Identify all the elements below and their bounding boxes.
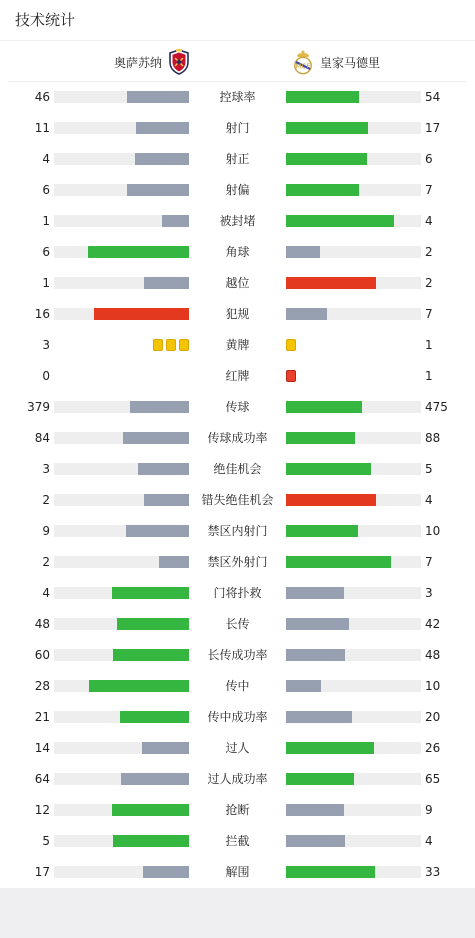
away-stat-bar (286, 463, 421, 475)
stat-row (0, 640, 475, 671)
away-stat-value: 1 (425, 369, 433, 383)
away-stat-bar-fill (286, 773, 354, 785)
away-stat-bar (286, 122, 421, 134)
stat-label: 射门 (225, 121, 250, 135)
yellow-card-icon (153, 339, 163, 351)
stat-label: 传中成功率 (207, 710, 268, 724)
away-stat-value: 2 (425, 276, 433, 290)
away-team-header[interactable] (292, 48, 380, 76)
away-stat-value: 88 (425, 431, 441, 445)
home-stat-bar-fill (127, 184, 189, 196)
real-madrid-crest-icon (292, 49, 314, 75)
away-stat-bar (286, 742, 421, 754)
home-stat-bar-fill (127, 91, 189, 103)
away-stat-value: 10 (425, 679, 441, 693)
away-stat-bar-fill (286, 122, 368, 134)
stat-row (0, 113, 475, 144)
stat-label: 射偏 (225, 183, 250, 197)
home-stat-bar (54, 153, 189, 165)
away-team-name: 皇家马德里 (320, 55, 381, 70)
stat-row (0, 206, 475, 237)
home-stat-bar-fill (142, 742, 189, 754)
away-stat-value: 20 (425, 710, 441, 724)
home-stat-value: 16 (34, 307, 50, 321)
stat-label: 传球成功率 (207, 431, 268, 445)
home-team-header[interactable] (114, 48, 190, 76)
stat-label: 解围 (225, 865, 250, 879)
away-stat-bar-fill (286, 184, 359, 196)
home-stat-value: 2 (42, 555, 50, 569)
away-stat-value: 6 (425, 152, 433, 166)
away-stat-value: 7 (425, 307, 433, 321)
away-stat-bar (286, 587, 421, 599)
stat-row (0, 175, 475, 206)
stat-row (0, 857, 475, 888)
away-stat-bar (286, 680, 421, 692)
away-stat-bar-fill (286, 91, 359, 103)
stat-label: 门将扑救 (213, 586, 262, 600)
home-stat-value: 5 (42, 834, 50, 848)
away-stat-bar (286, 308, 421, 320)
home-stat-bar (54, 184, 189, 196)
yellow-card-icon (166, 339, 176, 351)
home-stat-bar (54, 122, 189, 134)
stat-label: 犯规 (225, 307, 250, 321)
home-stat-bar-fill (123, 432, 189, 444)
away-stat-bar (286, 277, 421, 289)
home-stat-value: 11 (34, 121, 50, 135)
stat-row (0, 299, 475, 330)
away-stat-bar (286, 494, 421, 506)
home-stat-bar (54, 804, 189, 816)
stat-row (0, 82, 475, 113)
stat-label: 红牌 (225, 369, 250, 383)
home-stat-bar (54, 215, 189, 227)
home-stat-bar (54, 556, 189, 568)
stat-row (0, 609, 475, 640)
away-stat-bar (286, 804, 421, 816)
home-stat-bar-fill (117, 618, 189, 630)
home-stat-value: 6 (42, 183, 50, 197)
stat-label: 控球率 (219, 90, 256, 104)
away-stat-value: 17 (425, 121, 441, 135)
yellow-card-icon (179, 339, 189, 351)
home-stat-bar-fill (162, 215, 189, 227)
home-stat-bar-fill (126, 525, 189, 537)
home-stat-bar-fill (144, 494, 189, 506)
title-divider (0, 40, 475, 41)
away-stat-value: 4 (425, 834, 433, 848)
away-stat-value: 7 (425, 555, 433, 569)
away-stat-bar-fill (286, 587, 344, 599)
home-stat-bar-fill (121, 773, 189, 785)
away-stat-bar-fill (286, 525, 358, 537)
stat-row (0, 671, 475, 702)
stat-row (0, 547, 475, 578)
home-stat-bar-fill (144, 277, 189, 289)
home-stat-bar-fill (94, 308, 189, 320)
away-stat-bar (286, 835, 421, 847)
home-stat-value: 2 (42, 493, 50, 507)
stat-row (0, 485, 475, 516)
away-stat-value: 5 (425, 462, 433, 476)
home-stat-bar (54, 742, 189, 754)
home-stat-value: 4 (42, 586, 50, 600)
away-stat-bar (286, 773, 421, 785)
stats-list (0, 82, 475, 888)
home-stat-value: 379 (27, 400, 50, 414)
away-stat-bar (286, 153, 421, 165)
away-stat-bar-fill (286, 401, 362, 413)
stat-row (0, 454, 475, 485)
home-stat-value: 0 (42, 369, 50, 383)
home-stat-value: 1 (42, 276, 50, 290)
away-stat-value: 4 (425, 214, 433, 228)
home-stat-bar-fill (89, 680, 189, 692)
stat-label: 抢断 (225, 803, 250, 817)
home-stat-value: 3 (42, 338, 50, 352)
stat-label: 传中 (225, 679, 250, 693)
away-stat-bar (286, 401, 421, 413)
home-stat-value: 84 (34, 431, 50, 445)
home-stat-bar-fill (112, 587, 189, 599)
away-stat-bar (286, 215, 421, 227)
stat-row (0, 764, 475, 795)
away-stat-bar (286, 711, 421, 723)
stat-label: 射正 (225, 152, 250, 166)
home-stat-value: 12 (34, 803, 50, 817)
away-stat-bar-fill (286, 432, 355, 444)
stat-row (0, 268, 475, 299)
away-stat-bar-fill (286, 277, 376, 289)
home-stat-bar-fill (143, 866, 189, 878)
stat-label: 传球 (225, 400, 250, 414)
home-stat-value: 1 (42, 214, 50, 228)
away-stat-bar (286, 649, 421, 661)
stat-label: 禁区内射门 (207, 524, 268, 538)
away-stat-value: 7 (425, 183, 433, 197)
away-stat-bar (286, 432, 421, 444)
away-stat-bar-fill (286, 711, 352, 723)
away-stat-bar-fill (286, 246, 320, 258)
stat-row (0, 516, 475, 547)
home-stat-bar-fill (130, 401, 189, 413)
red-card-icon (286, 370, 296, 382)
home-stat-value: 60 (34, 648, 50, 662)
stat-row (0, 795, 475, 826)
away-stat-bar-fill (286, 556, 391, 568)
home-stat-bar (54, 649, 189, 661)
away-stat-value: 42 (425, 617, 441, 631)
stat-row (0, 578, 475, 609)
home-stat-bar (54, 91, 189, 103)
away-stat-bar (286, 184, 421, 196)
home-stat-value: 14 (34, 741, 50, 755)
home-stat-value: 21 (34, 710, 50, 724)
away-stat-bar-fill (286, 463, 371, 475)
osasuna-crest-icon (168, 49, 190, 75)
home-stat-bar-fill (159, 556, 189, 568)
home-stat-bar (54, 773, 189, 785)
home-stat-bar (54, 463, 189, 475)
home-stat-value: 64 (34, 772, 50, 786)
stat-label: 错失绝佳机会 (201, 493, 274, 507)
away-stat-bar (286, 246, 421, 258)
stat-label: 过人成功率 (207, 772, 268, 786)
home-stat-bar-fill (112, 804, 189, 816)
away-red-cards (286, 370, 296, 383)
away-stat-bar-fill (286, 494, 376, 506)
home-stat-bar-fill (135, 153, 189, 165)
home-stat-value: 17 (34, 865, 50, 879)
away-stat-bar-fill (286, 215, 394, 227)
home-stat-bar (54, 866, 189, 878)
stat-label: 长传成功率 (207, 648, 268, 662)
stat-row (0, 392, 475, 423)
home-stat-value: 48 (34, 617, 50, 631)
away-stat-value: 26 (425, 741, 441, 755)
home-stat-bar (54, 835, 189, 847)
home-stat-bar (54, 680, 189, 692)
away-stat-value: 65 (425, 772, 441, 786)
home-stat-value: 28 (34, 679, 50, 693)
yellow-card-icon (286, 339, 296, 351)
home-stat-bar (54, 432, 189, 444)
stat-row (0, 733, 475, 764)
home-stat-bar (54, 277, 189, 289)
stat-label: 黄牌 (225, 338, 250, 352)
page-title: 技术统计 (15, 11, 76, 29)
away-stat-bar-fill (286, 866, 375, 878)
away-stat-bar-fill (286, 742, 374, 754)
home-stat-bar-fill (113, 835, 189, 847)
stat-row (0, 237, 475, 268)
home-stat-bar (54, 525, 189, 537)
home-stat-bar (54, 711, 189, 723)
stat-row (0, 361, 475, 392)
away-stat-value: 54 (425, 90, 441, 104)
away-stat-bar (286, 618, 421, 630)
away-stat-bar (286, 525, 421, 537)
stat-row (0, 423, 475, 454)
home-stat-bar-fill (136, 122, 189, 134)
stat-row (0, 330, 475, 361)
stat-label: 角球 (225, 245, 250, 259)
away-stat-bar (286, 91, 421, 103)
home-stat-bar (54, 618, 189, 630)
away-stat-bar-fill (286, 649, 345, 661)
away-stat-bar-fill (286, 804, 344, 816)
stat-label: 过人 (225, 741, 250, 755)
away-stat-value: 9 (425, 803, 433, 817)
away-stat-bar-fill (286, 835, 345, 847)
away-stat-bar (286, 866, 421, 878)
stat-row (0, 826, 475, 857)
stat-label: 长传 (225, 617, 250, 631)
away-stat-value: 1 (425, 338, 433, 352)
home-stat-value: 9 (42, 524, 50, 538)
away-stat-value: 33 (425, 865, 441, 879)
home-team-name: 奥萨苏纳 (114, 55, 163, 70)
home-stat-value: 6 (42, 245, 50, 259)
home-stat-bar (54, 246, 189, 258)
home-yellow-cards (153, 339, 189, 352)
away-stat-value: 10 (425, 524, 441, 538)
home-stat-bar-fill (113, 649, 189, 661)
home-stat-bar-fill (120, 711, 189, 723)
home-stat-value: 3 (42, 462, 50, 476)
home-stat-bar-fill (138, 463, 189, 475)
home-stat-value: 4 (42, 152, 50, 166)
stat-row (0, 144, 475, 175)
stat-label: 绝佳机会 (213, 462, 262, 476)
home-stat-bar (54, 494, 189, 506)
away-stat-bar-fill (286, 153, 367, 165)
away-stat-bar-fill (286, 308, 327, 320)
stat-label: 被封堵 (219, 214, 256, 228)
stat-label: 越位 (225, 276, 250, 290)
away-stat-value: 2 (425, 245, 433, 259)
away-stat-value: 3 (425, 586, 433, 600)
home-stat-bar-fill (88, 246, 189, 258)
away-stat-bar-fill (286, 680, 321, 692)
away-yellow-cards (286, 339, 296, 352)
away-stat-bar (286, 556, 421, 568)
away-stat-value: 48 (425, 648, 441, 662)
away-stat-value: 4 (425, 493, 433, 507)
stat-label: 禁区外射门 (207, 555, 268, 569)
home-stat-bar (54, 401, 189, 413)
home-stat-bar (54, 587, 189, 599)
away-stat-bar-fill (286, 618, 349, 630)
stat-label: 拦截 (225, 834, 250, 848)
home-stat-bar (54, 308, 189, 320)
away-stat-value: 475 (425, 400, 448, 414)
stat-row (0, 702, 475, 733)
home-stat-value: 46 (34, 90, 50, 104)
svg-text:MCF: MCF (295, 62, 311, 71)
